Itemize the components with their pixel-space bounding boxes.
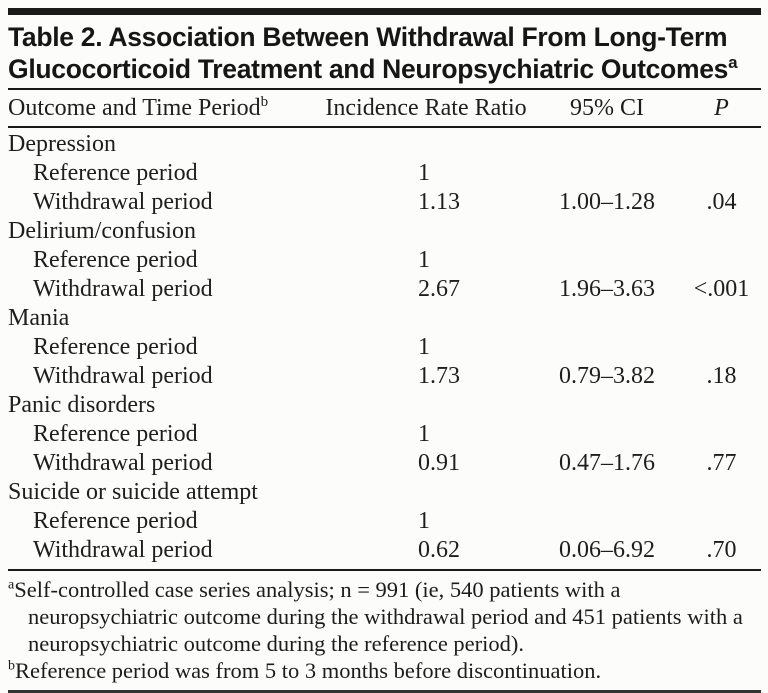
row-outcome-label: Reference period xyxy=(33,421,198,447)
table-header-row xyxy=(8,90,761,126)
table-row xyxy=(8,188,761,217)
row-irr-value: 1.13 xyxy=(418,189,460,215)
row-outcome-label: Mania xyxy=(8,305,70,331)
row-ci-value: 0.79–3.82 xyxy=(559,363,655,389)
footnote-text: Reference period was from 5 to 3 months before discontinuation. xyxy=(15,658,602,683)
row-outcome-label: Reference period xyxy=(33,334,198,360)
table-row xyxy=(8,449,761,478)
table-card xyxy=(0,8,768,693)
row-irr-value: 1 xyxy=(418,160,430,186)
column-header-outcome xyxy=(8,95,320,122)
table-row xyxy=(8,130,761,159)
row-outcome-label: Reference period xyxy=(33,160,198,186)
row-outcome-label: Withdrawal period xyxy=(33,450,213,476)
row-outcome-label: Panic disorders xyxy=(8,392,156,418)
row-outcome-label: Withdrawal period xyxy=(33,537,213,563)
row-irr-value: 1 xyxy=(418,334,430,360)
column-header-outcome-label: Outcome and Time Period xyxy=(8,94,261,121)
row-p-value: .77 xyxy=(706,450,737,476)
row-outcome-label: Reference period xyxy=(33,508,198,534)
row-irr-value: 1 xyxy=(418,421,430,447)
row-outcome-label: Reference period xyxy=(33,247,198,273)
footnote xyxy=(8,657,761,684)
row-ci-value: 1.00–1.28 xyxy=(559,189,655,215)
table-row xyxy=(8,246,761,275)
footnote xyxy=(8,576,761,657)
column-header-ci: 95% CI xyxy=(570,94,644,121)
row-ci-value: 0.06–6.92 xyxy=(559,537,655,563)
table-title-line-2-text: Glucocorticoid Treatment and Neuropsychiatric Outcomes xyxy=(8,54,729,84)
table-row xyxy=(8,304,761,333)
row-ci-value: 1.96–3.63 xyxy=(559,276,655,302)
row-outcome-label: Suicide or suicide attempt xyxy=(8,479,258,505)
row-p-value: .70 xyxy=(706,537,737,563)
row-outcome-label: Withdrawal period xyxy=(33,189,213,215)
table-title xyxy=(8,15,761,88)
row-irr-value: 2.67 xyxy=(418,276,460,302)
top-rule xyxy=(8,8,761,15)
table-title-line-2 xyxy=(8,53,761,85)
table-row xyxy=(8,362,761,391)
footnotes xyxy=(8,571,761,690)
table-title-footnote-marker: a xyxy=(728,53,738,73)
table-row xyxy=(8,391,761,420)
row-irr-value: 1 xyxy=(418,508,430,534)
table-row xyxy=(8,536,761,565)
column-header-irr: Incidence Rate Ratio xyxy=(325,94,527,121)
row-outcome-label: Delirium/confusion xyxy=(8,218,196,244)
column-header-outcome-footnote-marker: b xyxy=(260,93,269,110)
row-irr-value: 0.62 xyxy=(418,537,460,563)
footnote-text: Self-controlled case series analysis; n = 991 (ie, 540 patients with a neuropsychiatric outcome during the withdrawal period and 451 patients with a neuropsychiatric outcome during the reference period). xyxy=(14,577,743,656)
row-p-value: <.001 xyxy=(693,276,750,302)
column-header-p: P xyxy=(714,94,729,121)
table-row xyxy=(8,478,761,507)
table-row xyxy=(8,507,761,536)
row-outcome-label: Withdrawal period xyxy=(33,276,213,302)
table-row xyxy=(8,217,761,246)
footnote-marker: a xyxy=(8,577,15,593)
bottom-rule xyxy=(8,690,761,693)
table-row xyxy=(8,275,761,304)
row-ci-value: 0.47–1.76 xyxy=(559,450,655,476)
table-row xyxy=(8,420,761,449)
row-irr-value: 0.91 xyxy=(418,450,460,476)
table-title-line-1: Table 2. Association Between Withdrawal From Long-Term xyxy=(8,22,728,52)
table-body xyxy=(8,128,761,569)
row-p-value: .04 xyxy=(706,189,737,215)
row-irr-value: 1 xyxy=(418,247,430,273)
row-p-value: .18 xyxy=(706,363,737,389)
table-row xyxy=(8,159,761,188)
row-irr-value: 1.73 xyxy=(418,363,460,389)
row-outcome-label: Withdrawal period xyxy=(33,363,213,389)
row-outcome-label: Depression xyxy=(8,131,116,157)
footnote-marker: b xyxy=(8,658,15,674)
table-row xyxy=(8,333,761,362)
